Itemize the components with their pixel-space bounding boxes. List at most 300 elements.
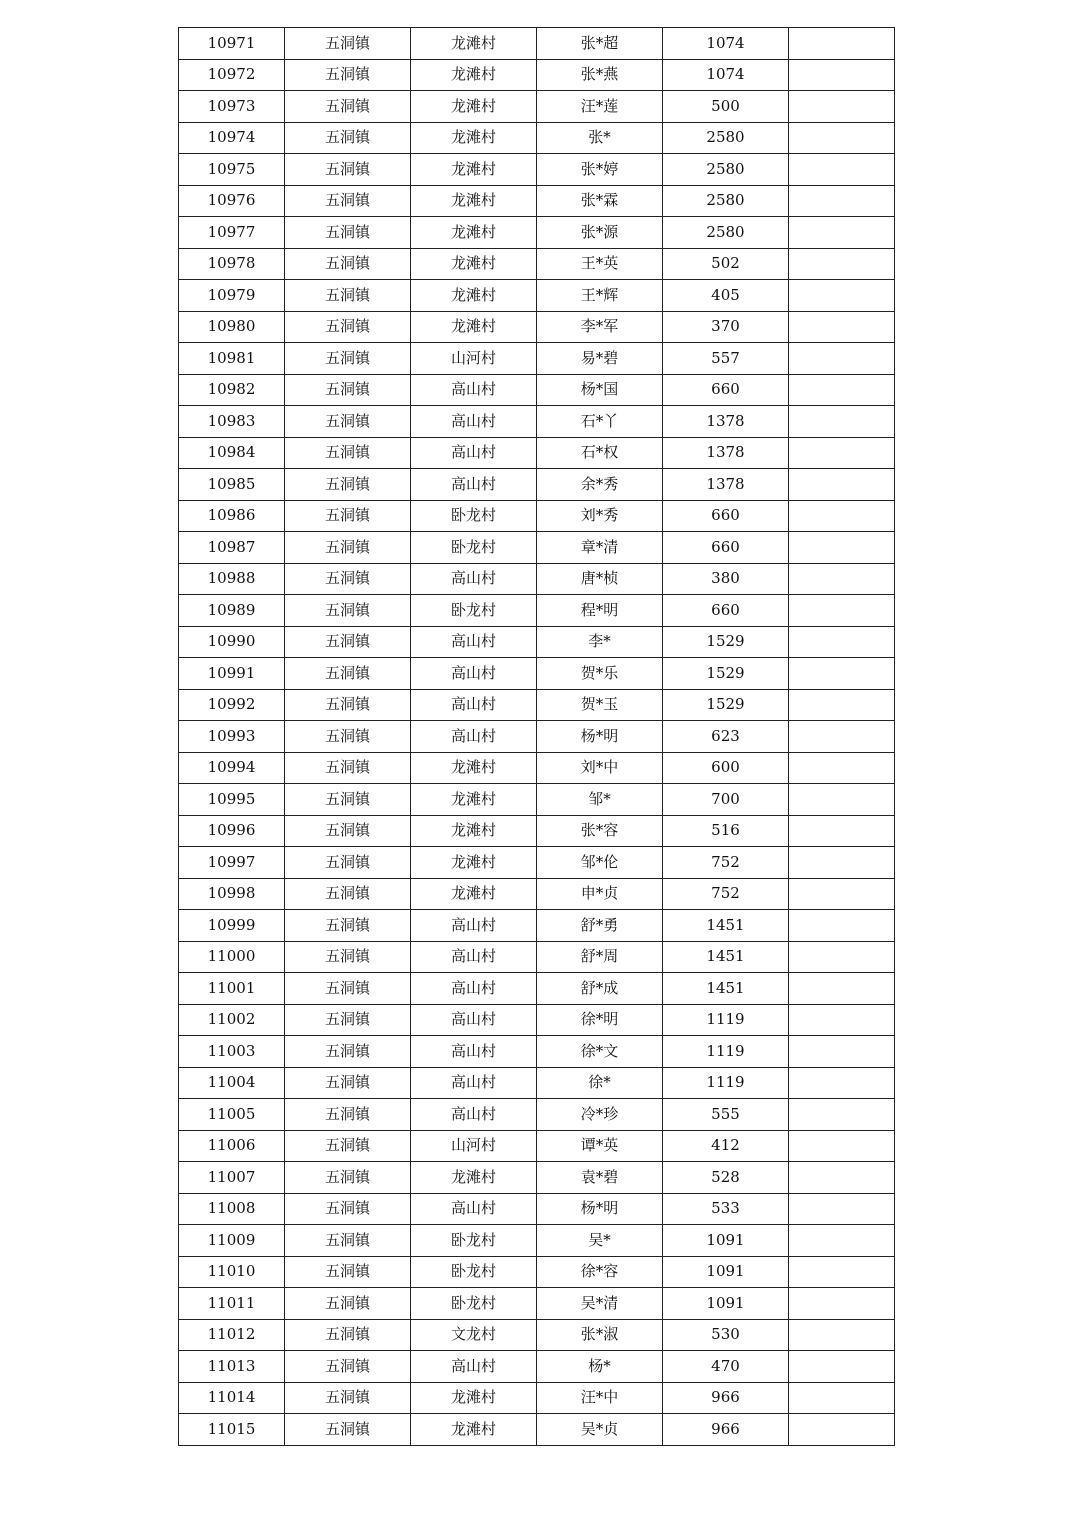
table-row — [179, 941, 895, 973]
cell-town: 五洞镇 — [285, 122, 411, 154]
cell-note — [789, 91, 895, 123]
cell-note — [789, 1099, 895, 1131]
cell-serial-number: 10972 — [179, 59, 285, 91]
cell-serial-number: 10980 — [179, 311, 285, 343]
cell-serial-number: 10996 — [179, 815, 285, 847]
cell-town: 五洞镇 — [285, 1288, 411, 1320]
cell-name: 吴*清 — [537, 1288, 663, 1320]
cell-serial-number: 10981 — [179, 343, 285, 375]
cell-amount: 1074 — [663, 59, 789, 91]
cell-name: 杨*明 — [537, 1193, 663, 1225]
cell-note — [789, 1319, 895, 1351]
cell-name: 王*英 — [537, 248, 663, 280]
table-row — [179, 311, 895, 343]
cell-note — [789, 626, 895, 658]
cell-amount: 1451 — [663, 910, 789, 942]
cell-village: 高山村 — [411, 437, 537, 469]
cell-note — [789, 721, 895, 753]
cell-amount: 516 — [663, 815, 789, 847]
cell-note — [789, 1225, 895, 1257]
table-row — [179, 532, 895, 564]
cell-town: 五洞镇 — [285, 1256, 411, 1288]
cell-serial-number: 10975 — [179, 154, 285, 186]
cell-amount: 530 — [663, 1319, 789, 1351]
cell-village: 龙滩村 — [411, 784, 537, 816]
cell-note — [789, 122, 895, 154]
cell-town: 五洞镇 — [285, 910, 411, 942]
table-row — [179, 910, 895, 942]
cell-note — [789, 59, 895, 91]
cell-serial-number: 11004 — [179, 1067, 285, 1099]
cell-note — [789, 563, 895, 595]
cell-village: 龙滩村 — [411, 815, 537, 847]
cell-serial-number: 10999 — [179, 910, 285, 942]
cell-serial-number: 10990 — [179, 626, 285, 658]
cell-town: 五洞镇 — [285, 752, 411, 784]
cell-amount: 752 — [663, 878, 789, 910]
cell-town: 五洞镇 — [285, 1099, 411, 1131]
cell-village: 龙滩村 — [411, 59, 537, 91]
cell-note — [789, 437, 895, 469]
cell-name: 石*权 — [537, 437, 663, 469]
cell-amount: 966 — [663, 1382, 789, 1414]
cell-name: 舒*成 — [537, 973, 663, 1005]
cell-name: 杨*明 — [537, 721, 663, 753]
cell-village: 高山村 — [411, 1099, 537, 1131]
cell-amount: 412 — [663, 1130, 789, 1162]
cell-amount: 405 — [663, 280, 789, 312]
cell-name: 张*婷 — [537, 154, 663, 186]
cell-note — [789, 1382, 895, 1414]
cell-serial-number: 10977 — [179, 217, 285, 249]
cell-town: 五洞镇 — [285, 437, 411, 469]
cell-town: 五洞镇 — [285, 1319, 411, 1351]
cell-town: 五洞镇 — [285, 1414, 411, 1446]
cell-amount: 700 — [663, 784, 789, 816]
cell-serial-number: 11002 — [179, 1004, 285, 1036]
table-row — [179, 154, 895, 186]
cell-village: 高山村 — [411, 941, 537, 973]
cell-note — [789, 154, 895, 186]
cell-village: 山河村 — [411, 1130, 537, 1162]
data-table — [178, 27, 895, 1446]
cell-serial-number: 11001 — [179, 973, 285, 1005]
cell-name: 杨*国 — [537, 374, 663, 406]
table-row — [179, 1193, 895, 1225]
cell-name: 申*贞 — [537, 878, 663, 910]
cell-amount: 1091 — [663, 1256, 789, 1288]
cell-amount: 600 — [663, 752, 789, 784]
cell-amount: 502 — [663, 248, 789, 280]
cell-village: 高山村 — [411, 1193, 537, 1225]
cell-town: 五洞镇 — [285, 878, 411, 910]
cell-town: 五洞镇 — [285, 311, 411, 343]
cell-town: 五洞镇 — [285, 1130, 411, 1162]
cell-note — [789, 280, 895, 312]
cell-amount: 1451 — [663, 973, 789, 1005]
cell-serial-number: 11015 — [179, 1414, 285, 1446]
cell-serial-number: 11005 — [179, 1099, 285, 1131]
cell-town: 五洞镇 — [285, 1225, 411, 1257]
cell-note — [789, 1036, 895, 1068]
cell-village: 高山村 — [411, 406, 537, 438]
cell-amount: 2580 — [663, 185, 789, 217]
cell-serial-number: 11013 — [179, 1351, 285, 1383]
cell-name: 唐*桢 — [537, 563, 663, 595]
cell-town: 五洞镇 — [285, 595, 411, 627]
cell-serial-number: 11014 — [179, 1382, 285, 1414]
cell-name: 刘*秀 — [537, 500, 663, 532]
table-row — [179, 248, 895, 280]
cell-note — [789, 1004, 895, 1036]
cell-serial-number: 10992 — [179, 689, 285, 721]
table-row — [179, 689, 895, 721]
table-row — [179, 1382, 895, 1414]
cell-serial-number: 11012 — [179, 1319, 285, 1351]
cell-amount: 1074 — [663, 28, 789, 60]
cell-name: 张* — [537, 122, 663, 154]
cell-amount: 966 — [663, 1414, 789, 1446]
cell-village: 文龙村 — [411, 1319, 537, 1351]
cell-note — [789, 1414, 895, 1446]
cell-village: 山河村 — [411, 343, 537, 375]
cell-note — [789, 532, 895, 564]
table-row — [179, 280, 895, 312]
cell-name: 舒*勇 — [537, 910, 663, 942]
cell-serial-number: 10985 — [179, 469, 285, 501]
cell-town: 五洞镇 — [285, 973, 411, 1005]
cell-name: 程*明 — [537, 595, 663, 627]
cell-town: 五洞镇 — [285, 91, 411, 123]
cell-serial-number: 10997 — [179, 847, 285, 879]
cell-village: 高山村 — [411, 374, 537, 406]
cell-amount: 1119 — [663, 1036, 789, 1068]
cell-note — [789, 847, 895, 879]
cell-name: 谭*英 — [537, 1130, 663, 1162]
cell-town: 五洞镇 — [285, 59, 411, 91]
cell-note — [789, 941, 895, 973]
cell-village: 高山村 — [411, 910, 537, 942]
cell-note — [789, 469, 895, 501]
cell-name: 徐*明 — [537, 1004, 663, 1036]
cell-town: 五洞镇 — [285, 1382, 411, 1414]
cell-note — [789, 752, 895, 784]
cell-note — [789, 1256, 895, 1288]
cell-town: 五洞镇 — [285, 280, 411, 312]
cell-village: 卧龙村 — [411, 1288, 537, 1320]
cell-amount: 380 — [663, 563, 789, 595]
cell-note — [789, 374, 895, 406]
cell-note — [789, 815, 895, 847]
cell-village: 高山村 — [411, 1004, 537, 1036]
cell-town: 五洞镇 — [285, 658, 411, 690]
cell-note — [789, 185, 895, 217]
cell-name: 石*丫 — [537, 406, 663, 438]
table-row — [179, 91, 895, 123]
cell-note — [789, 689, 895, 721]
cell-amount: 623 — [663, 721, 789, 753]
cell-serial-number: 10987 — [179, 532, 285, 564]
cell-note — [789, 343, 895, 375]
cell-name: 张*源 — [537, 217, 663, 249]
cell-serial-number: 10982 — [179, 374, 285, 406]
cell-town: 五洞镇 — [285, 217, 411, 249]
cell-town: 五洞镇 — [285, 815, 411, 847]
cell-village: 龙滩村 — [411, 847, 537, 879]
cell-name: 杨* — [537, 1351, 663, 1383]
cell-amount: 1119 — [663, 1067, 789, 1099]
cell-name: 章*清 — [537, 532, 663, 564]
cell-village: 高山村 — [411, 689, 537, 721]
cell-village: 龙滩村 — [411, 1382, 537, 1414]
cell-amount: 2580 — [663, 154, 789, 186]
cell-town: 五洞镇 — [285, 469, 411, 501]
cell-amount: 2580 — [663, 217, 789, 249]
cell-name: 易*碧 — [537, 343, 663, 375]
cell-town: 五洞镇 — [285, 784, 411, 816]
cell-note — [789, 1351, 895, 1383]
table-row — [179, 658, 895, 690]
cell-serial-number: 10991 — [179, 658, 285, 690]
cell-note — [789, 1288, 895, 1320]
cell-amount: 660 — [663, 532, 789, 564]
cell-note — [789, 910, 895, 942]
cell-village: 卧龙村 — [411, 595, 537, 627]
cell-name: 李*军 — [537, 311, 663, 343]
cell-village: 龙滩村 — [411, 1414, 537, 1446]
table-row — [179, 1256, 895, 1288]
cell-note — [789, 248, 895, 280]
cell-village: 卧龙村 — [411, 1256, 537, 1288]
table-row — [179, 28, 895, 60]
cell-town: 五洞镇 — [285, 1004, 411, 1036]
cell-serial-number: 10994 — [179, 752, 285, 784]
cell-town: 五洞镇 — [285, 406, 411, 438]
cell-serial-number: 10979 — [179, 280, 285, 312]
cell-name: 汪*莲 — [537, 91, 663, 123]
cell-amount: 1529 — [663, 689, 789, 721]
cell-note — [789, 784, 895, 816]
cell-village: 龙滩村 — [411, 1162, 537, 1194]
table-body — [179, 28, 895, 1446]
cell-serial-number: 11007 — [179, 1162, 285, 1194]
cell-town: 五洞镇 — [285, 1351, 411, 1383]
table-row — [179, 1067, 895, 1099]
cell-serial-number: 10973 — [179, 91, 285, 123]
cell-serial-number: 11000 — [179, 941, 285, 973]
cell-serial-number: 10983 — [179, 406, 285, 438]
cell-serial-number: 10998 — [179, 878, 285, 910]
table-row — [179, 626, 895, 658]
cell-serial-number: 11011 — [179, 1288, 285, 1320]
cell-amount: 1451 — [663, 941, 789, 973]
cell-name: 张*超 — [537, 28, 663, 60]
cell-name: 徐*容 — [537, 1256, 663, 1288]
cell-amount: 1378 — [663, 437, 789, 469]
table-row — [179, 815, 895, 847]
cell-amount: 533 — [663, 1193, 789, 1225]
cell-town: 五洞镇 — [285, 248, 411, 280]
cell-village: 龙滩村 — [411, 752, 537, 784]
cell-town: 五洞镇 — [285, 721, 411, 753]
cell-name: 舒*周 — [537, 941, 663, 973]
cell-village: 龙滩村 — [411, 248, 537, 280]
cell-name: 袁*碧 — [537, 1162, 663, 1194]
cell-serial-number: 11008 — [179, 1193, 285, 1225]
table-row — [179, 1004, 895, 1036]
cell-town: 五洞镇 — [285, 154, 411, 186]
cell-serial-number: 11003 — [179, 1036, 285, 1068]
table-row — [179, 1099, 895, 1131]
cell-serial-number: 10974 — [179, 122, 285, 154]
cell-name: 冷*珍 — [537, 1099, 663, 1131]
cell-town: 五洞镇 — [285, 28, 411, 60]
table-row — [179, 721, 895, 753]
table-row — [179, 59, 895, 91]
table-row — [179, 752, 895, 784]
cell-village: 高山村 — [411, 658, 537, 690]
cell-village: 龙滩村 — [411, 28, 537, 60]
cell-village: 卧龙村 — [411, 500, 537, 532]
table-row — [179, 563, 895, 595]
cell-town: 五洞镇 — [285, 185, 411, 217]
cell-amount: 500 — [663, 91, 789, 123]
cell-town: 五洞镇 — [285, 1162, 411, 1194]
cell-town: 五洞镇 — [285, 941, 411, 973]
table-row — [179, 217, 895, 249]
table-row — [179, 185, 895, 217]
table-row — [179, 500, 895, 532]
cell-name: 邹*伦 — [537, 847, 663, 879]
cell-amount: 470 — [663, 1351, 789, 1383]
cell-town: 五洞镇 — [285, 1067, 411, 1099]
table-row — [179, 406, 895, 438]
table-row — [179, 1351, 895, 1383]
cell-amount: 660 — [663, 500, 789, 532]
cell-note — [789, 1193, 895, 1225]
cell-village: 龙滩村 — [411, 311, 537, 343]
cell-note — [789, 406, 895, 438]
cell-amount: 1529 — [663, 626, 789, 658]
table-row — [179, 595, 895, 627]
cell-amount: 752 — [663, 847, 789, 879]
cell-town: 五洞镇 — [285, 1036, 411, 1068]
table-row — [179, 1319, 895, 1351]
cell-note — [789, 1067, 895, 1099]
table-row — [179, 437, 895, 469]
cell-name: 刘*中 — [537, 752, 663, 784]
cell-amount: 1529 — [663, 658, 789, 690]
table-row — [179, 122, 895, 154]
cell-village: 龙滩村 — [411, 154, 537, 186]
cell-town: 五洞镇 — [285, 343, 411, 375]
cell-note — [789, 500, 895, 532]
cell-serial-number: 10988 — [179, 563, 285, 595]
cell-serial-number: 10984 — [179, 437, 285, 469]
cell-town: 五洞镇 — [285, 626, 411, 658]
cell-village: 龙滩村 — [411, 122, 537, 154]
cell-name: 李* — [537, 626, 663, 658]
cell-town: 五洞镇 — [285, 689, 411, 721]
cell-name: 张*霖 — [537, 185, 663, 217]
cell-name: 吴*贞 — [537, 1414, 663, 1446]
cell-note — [789, 595, 895, 627]
table-row — [179, 374, 895, 406]
cell-village: 高山村 — [411, 626, 537, 658]
cell-amount: 557 — [663, 343, 789, 375]
cell-note — [789, 28, 895, 60]
table-row — [179, 1414, 895, 1446]
cell-town: 五洞镇 — [285, 500, 411, 532]
cell-name: 徐* — [537, 1067, 663, 1099]
cell-name: 张*容 — [537, 815, 663, 847]
cell-amount: 1378 — [663, 469, 789, 501]
table-row — [179, 973, 895, 1005]
cell-town: 五洞镇 — [285, 374, 411, 406]
table-row — [179, 1036, 895, 1068]
cell-amount: 555 — [663, 1099, 789, 1131]
cell-village: 高山村 — [411, 721, 537, 753]
cell-name: 贺*乐 — [537, 658, 663, 690]
cell-serial-number: 10995 — [179, 784, 285, 816]
cell-name: 吴* — [537, 1225, 663, 1257]
cell-village: 高山村 — [411, 1036, 537, 1068]
cell-name: 余*秀 — [537, 469, 663, 501]
cell-name: 张*燕 — [537, 59, 663, 91]
cell-serial-number: 10976 — [179, 185, 285, 217]
cell-name: 张*淑 — [537, 1319, 663, 1351]
cell-serial-number: 10986 — [179, 500, 285, 532]
cell-serial-number: 10978 — [179, 248, 285, 280]
cell-amount: 660 — [663, 595, 789, 627]
table-row — [179, 1162, 895, 1194]
cell-village: 高山村 — [411, 469, 537, 501]
cell-amount: 370 — [663, 311, 789, 343]
cell-serial-number: 10971 — [179, 28, 285, 60]
cell-note — [789, 973, 895, 1005]
cell-serial-number: 10989 — [179, 595, 285, 627]
cell-village: 龙滩村 — [411, 878, 537, 910]
cell-name: 邹* — [537, 784, 663, 816]
table-row — [179, 1130, 895, 1162]
cell-village: 高山村 — [411, 973, 537, 1005]
cell-amount: 2580 — [663, 122, 789, 154]
cell-serial-number: 11010 — [179, 1256, 285, 1288]
cell-amount: 1091 — [663, 1225, 789, 1257]
cell-town: 五洞镇 — [285, 1193, 411, 1225]
cell-amount: 660 — [663, 374, 789, 406]
cell-town: 五洞镇 — [285, 563, 411, 595]
cell-note — [789, 878, 895, 910]
cell-town: 五洞镇 — [285, 532, 411, 564]
cell-village: 龙滩村 — [411, 217, 537, 249]
cell-village: 高山村 — [411, 1351, 537, 1383]
cell-village: 高山村 — [411, 1067, 537, 1099]
cell-village: 龙滩村 — [411, 280, 537, 312]
table-row — [179, 469, 895, 501]
cell-name: 汪*中 — [537, 1382, 663, 1414]
table-row — [179, 1288, 895, 1320]
cell-serial-number: 11006 — [179, 1130, 285, 1162]
cell-serial-number: 10993 — [179, 721, 285, 753]
cell-note — [789, 1130, 895, 1162]
cell-note — [789, 1162, 895, 1194]
cell-name: 贺*玉 — [537, 689, 663, 721]
cell-village: 卧龙村 — [411, 1225, 537, 1257]
cell-note — [789, 311, 895, 343]
cell-serial-number: 11009 — [179, 1225, 285, 1257]
cell-amount: 1119 — [663, 1004, 789, 1036]
